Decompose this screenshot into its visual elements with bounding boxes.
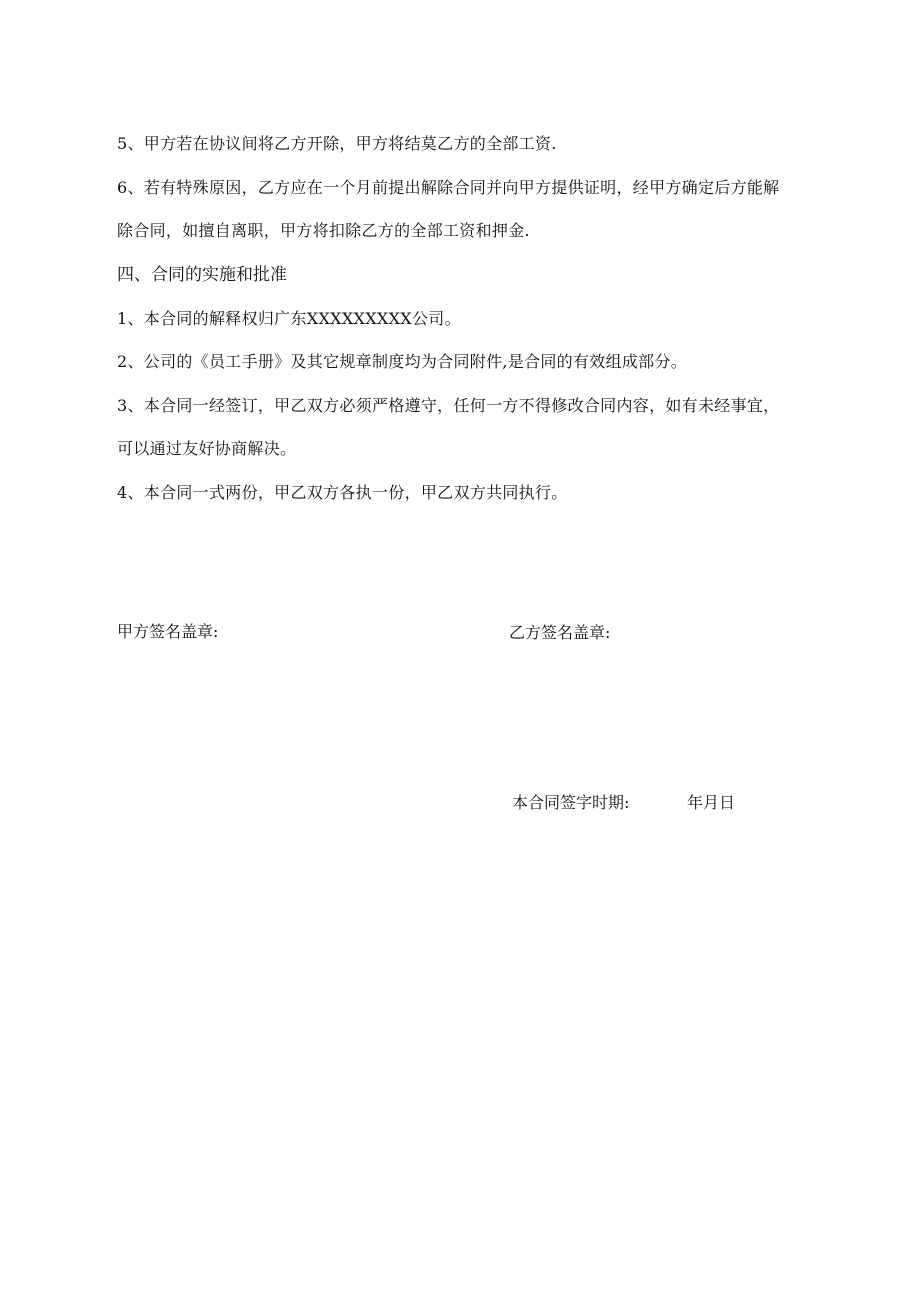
section-4-clause-3-line-2: 可以通过友好协商解决。 bbox=[117, 439, 297, 458]
signing-date-value: 年月日 bbox=[687, 793, 736, 812]
clause-6-line-2: 除合同，如擅自离职，甲方将扣除乙方的全部工资和押金. bbox=[117, 221, 530, 240]
signing-date-label: 本合同签字时期: bbox=[512, 793, 630, 812]
section-4-clause-2: 2、公司的《员工手册》及其它规章制度均为合同附件,是合同的有效组成部分。 bbox=[117, 352, 688, 371]
section-4-clause-1: 1、本合同的解释权归广东XXXXXXXXX公司。 bbox=[117, 309, 461, 328]
clause-5: 5、甲方若在协议间将乙方开除，甲方将结莫乙方的全部工资. bbox=[117, 134, 557, 153]
clause-6-line-1: 6、若有特殊原因，乙方应在一个月前提出解除合同并向甲方提供证明，经甲方确定后方能解 bbox=[117, 178, 780, 197]
party-b-signature-label: 乙方签名盖章: bbox=[509, 623, 611, 642]
section-4-clause-4: 4、本合同一式两份，甲乙双方各执一份，甲乙双方共同执行。 bbox=[117, 483, 568, 502]
section-4-clause-3-line-1: 3、本合同一经签订，甲乙双方必须严格遵守，任何一方不得修改合同内容，如有未经事宜， bbox=[117, 396, 780, 415]
section-4-heading: 四、合同的实施和批准 bbox=[117, 265, 287, 285]
party-a-signature-label: 甲方签名盖章: bbox=[117, 622, 219, 641]
